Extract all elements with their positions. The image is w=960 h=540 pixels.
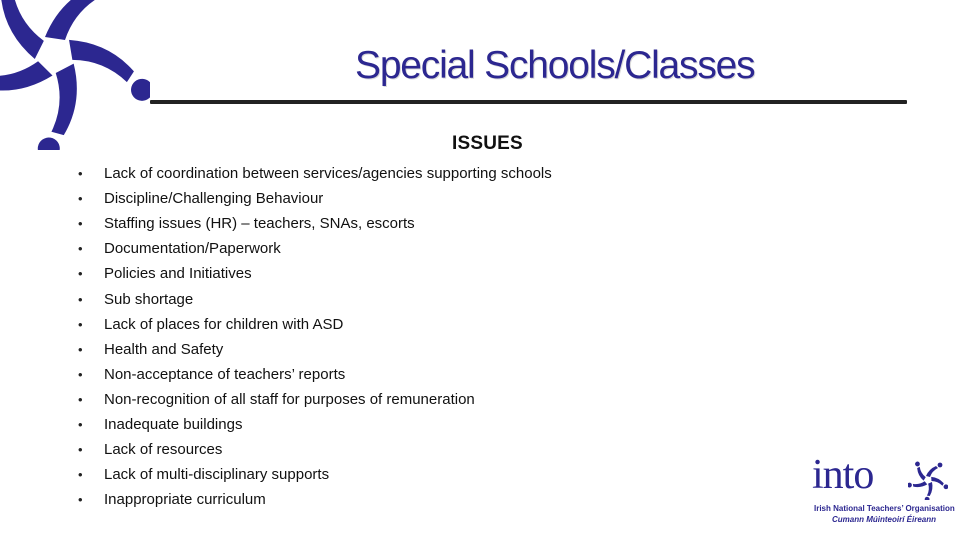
bullet-icon: • [78,416,83,432]
bullet-icon: • [78,316,83,332]
list-item-text: Policies and Initiatives [104,265,252,283]
star-center [42,41,68,67]
list-item [78,211,552,236]
list-item [78,286,552,311]
list-item [78,261,552,286]
list-item [78,462,552,487]
into-star-figures-icon [908,460,948,500]
list-item [78,437,552,462]
bullet-icon: • [78,191,83,207]
corner-star-figures-icon [0,0,150,150]
list-item-text: Health and Safety [104,340,224,358]
bullet-icon: • [78,291,83,307]
bullet-icon: • [78,166,83,182]
list-item-text: Lack of places for children with ASD [104,315,344,333]
section-heading: ISSUES [452,133,523,154]
list-item-text: Documentation/Paperwork [104,240,281,258]
issues-list [78,161,552,512]
list-item [78,487,552,512]
list-item-text: Inadequate buildings [104,415,243,433]
bullet-icon: • [78,492,83,508]
bullet-icon: • [78,241,83,257]
list-item [78,186,552,211]
list-item [78,161,552,186]
list-item-text: Staffing issues (HR) – teachers, SNAs, escorts [104,215,415,233]
list-item [78,337,552,362]
list-item-text: Lack of resources [104,441,223,459]
bullet-icon: • [78,467,83,483]
page-title: Special Schools/Classes [355,44,755,87]
list-item [78,362,552,387]
bullet-icon: • [78,341,83,357]
figure-arm-2 [66,20,150,118]
bullet-icon: • [78,266,83,282]
into-logo [810,452,955,530]
list-item [78,387,552,412]
bullet-icon: • [78,216,83,232]
list-item-text: Non-recognition of all staff for purposes of remuneration [104,390,475,408]
title-underline [150,100,907,104]
list-item-text: Non-acceptance of teachers’ reports [104,365,346,383]
list-item-text: Inappropriate curriculum [104,491,266,509]
into-tagline-irish: Cumann Múinteoirí Éireann [832,515,937,524]
list-item-text: Lack of coordination between services/agencies supporting schools [104,165,552,183]
list-item [78,236,552,261]
into-tagline-english: Irish National Teachers’ Organisation [814,504,955,513]
list-item [78,312,552,337]
list-item-text: Sub shortage [104,290,194,308]
bullet-icon: • [78,442,83,458]
list-item [78,412,552,437]
list-item-text: Discipline/Challenging Behaviour [104,190,324,208]
bullet-icon: • [78,366,83,382]
figure-arm-1 [45,0,126,40]
list-item-text: Lack of multi-disciplinary supports [104,466,330,484]
into-wordmark: into [812,452,874,498]
bullet-icon: • [78,391,83,407]
